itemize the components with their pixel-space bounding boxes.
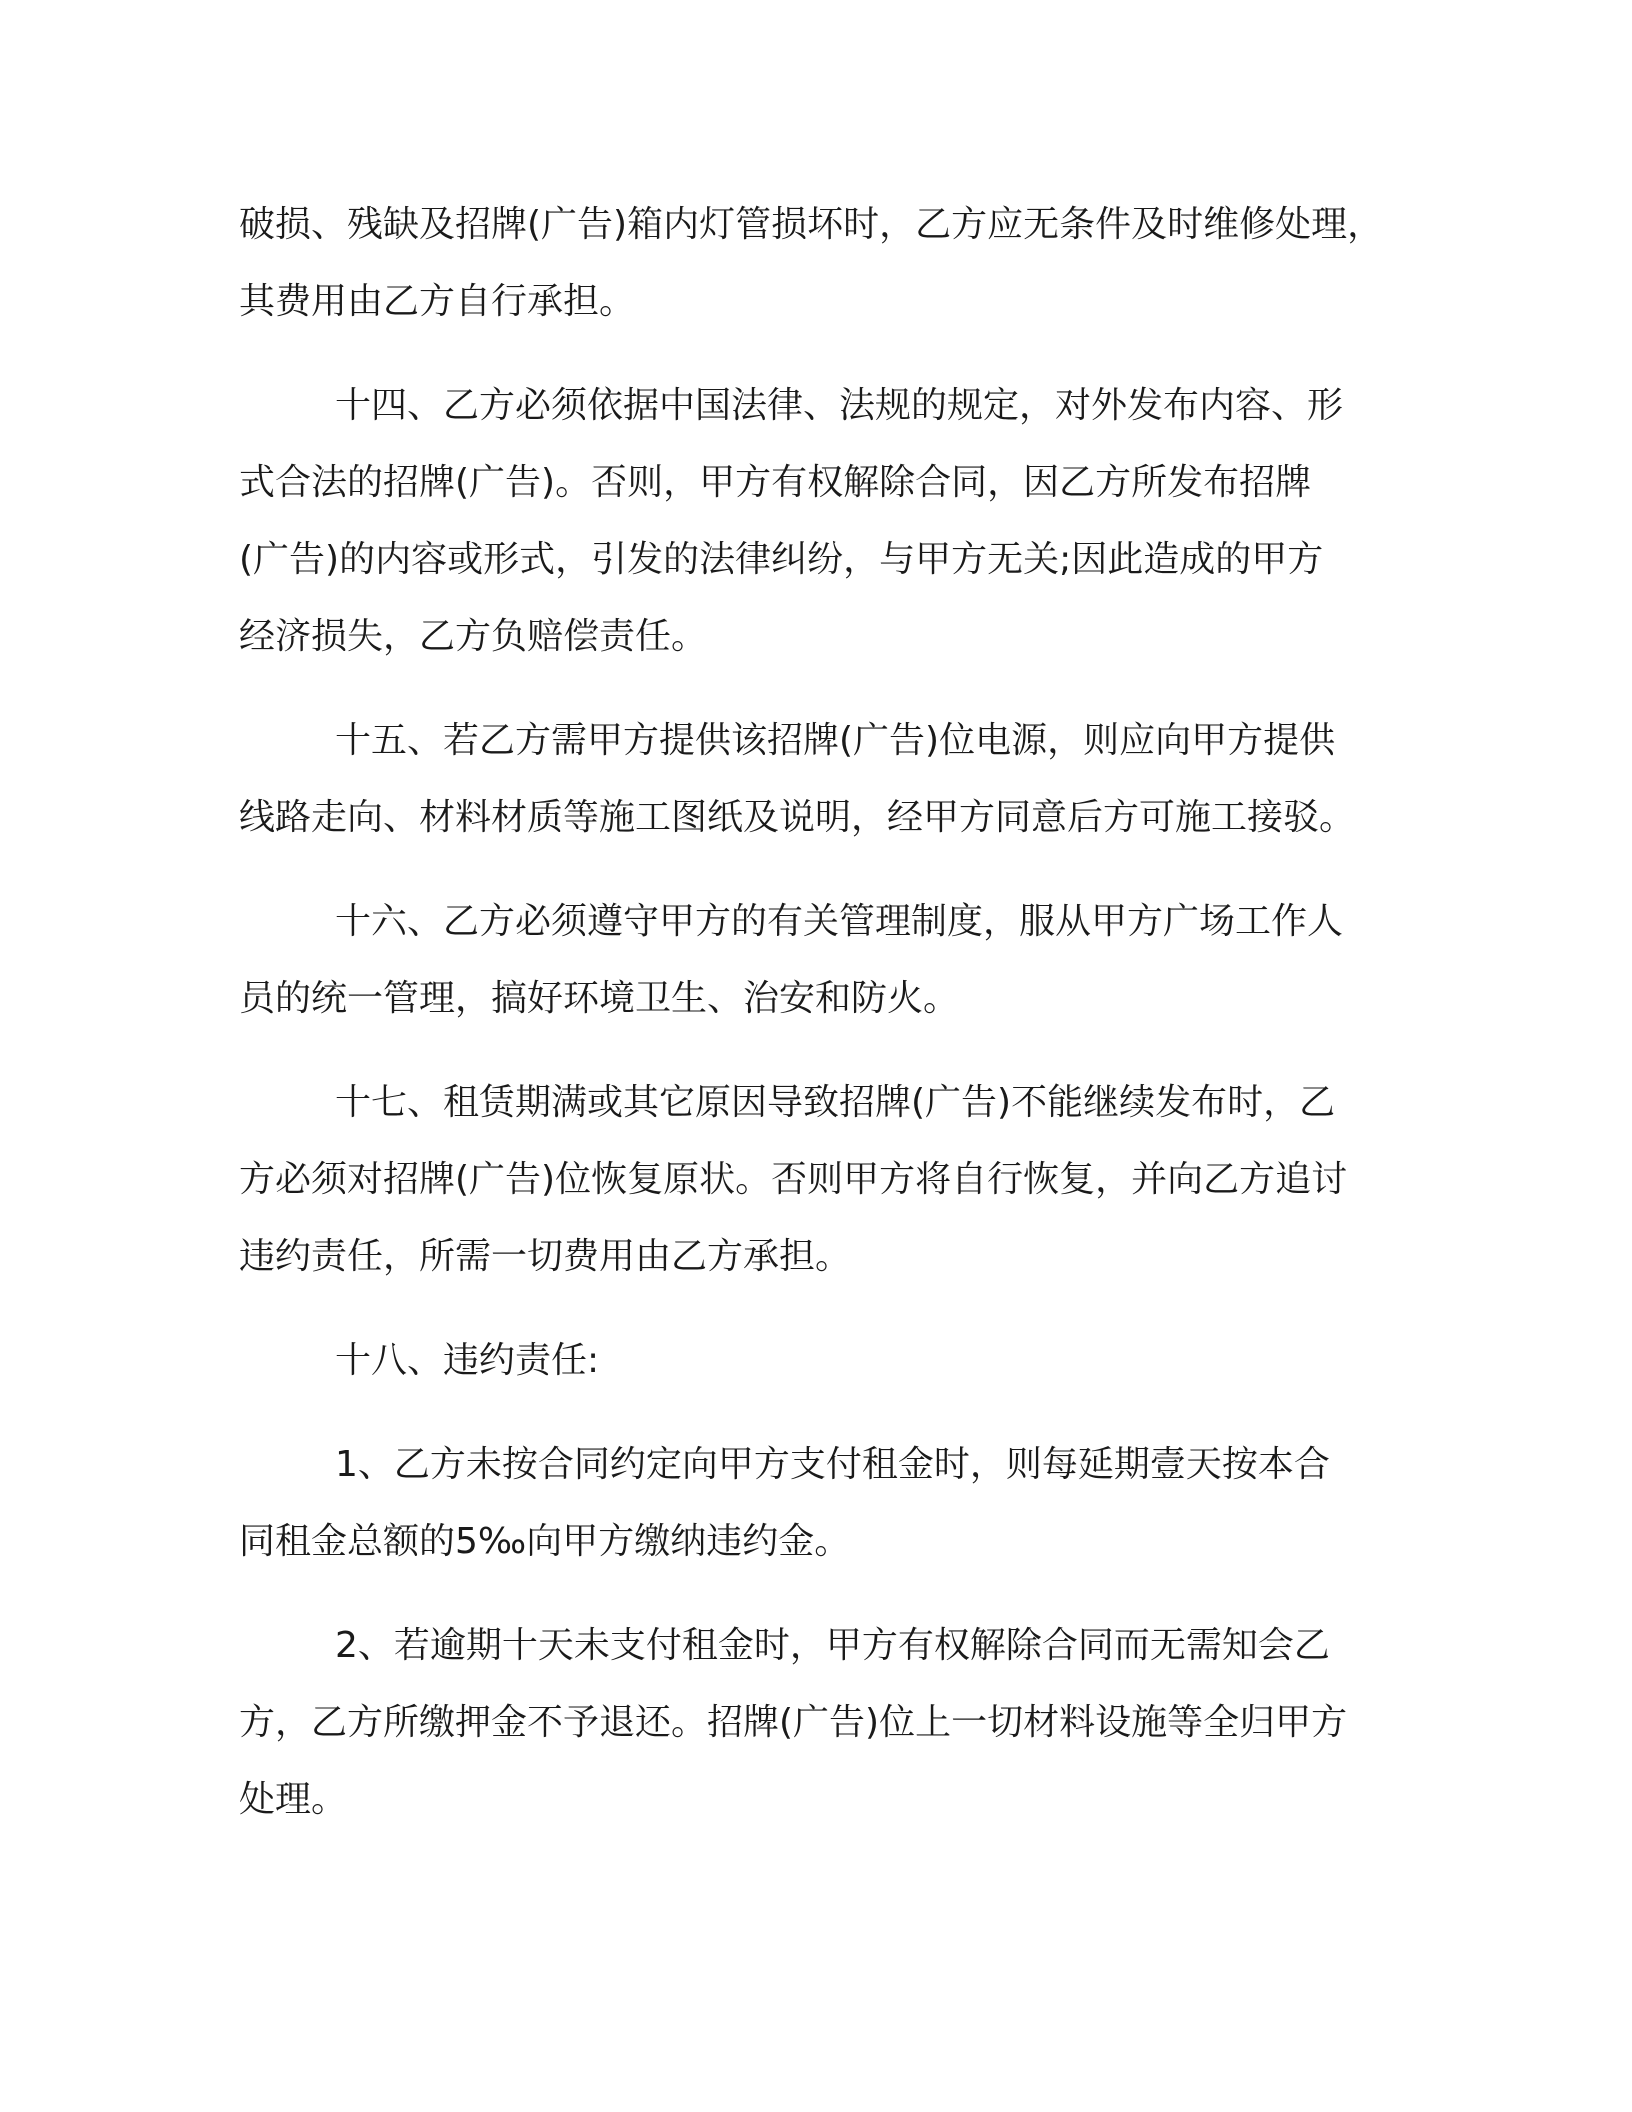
paragraph-line: (广告)的内容或形式，引发的法律纠纷，与甲方无关;因此造成的甲方 [239, 539, 1324, 580]
paragraph-line: 处理。 [239, 1779, 348, 1820]
document-body [239, 186, 1404, 1865]
paragraph-line: 违约责任，所需一切费用由乙方承担。 [239, 1236, 852, 1277]
paragraph-line: 经济损失，乙方负赔偿责任。 [239, 616, 708, 657]
paragraph-line: 十七、租赁期满或其它原因导致招牌(广告)不能继续发布时，乙 [335, 1082, 1336, 1123]
paragraph-18-heading [239, 1322, 1404, 1399]
paragraph-line: 十四、乙方必须依据中国法律、法规的规定，对外发布内容、形 [335, 385, 1344, 426]
paragraph-line: 线路走向、材料材质等施工图纸及说明，经甲方同意后方可施工接驳。 [239, 797, 1356, 838]
paragraph-line: 式合法的招牌(广告)。否则，甲方有权解除合同，因乙方所发布招牌 [239, 462, 1312, 503]
paragraph-15 [239, 702, 1404, 856]
paragraph-line: 员的统一管理，搞好环境卫生、治安和防火。 [239, 978, 960, 1019]
paragraph-line: 十八、违约责任: [335, 1340, 600, 1381]
paragraph-line: 方，乙方所缴押金不予退还。招牌(广告)位上一切材料设施等全归甲方 [239, 1702, 1348, 1743]
paragraph-line: 同租金总额的5‰向甲方缴纳违约金。 [239, 1521, 851, 1562]
paragraph-line: 1、乙方未按合同约定向甲方支付租金时，则每延期壹天按本合 [335, 1444, 1330, 1485]
paragraph-line: 破损、残缺及招牌(广告)箱内灯管损坏时，乙方应无条件及时维修处理， [239, 204, 1384, 245]
paragraph-line: 2、若逾期十天未支付租金时，甲方有权解除合同而无需知会乙 [335, 1625, 1330, 1666]
paragraph-18-item-2 [239, 1607, 1404, 1838]
paragraph-16 [239, 883, 1404, 1037]
paragraph-line: 十五、若乙方需甲方提供该招牌(广告)位电源，则应向甲方提供 [335, 720, 1336, 761]
paragraph-18-item-1 [239, 1426, 1404, 1580]
paragraph-17 [239, 1064, 1404, 1295]
paragraph-14 [239, 367, 1404, 675]
paragraph-line: 方必须对招牌(广告)位恢复原状。否则甲方将自行恢复，并向乙方追讨 [239, 1159, 1348, 1200]
paragraph-12-continued [239, 186, 1404, 340]
paragraph-line: 其费用由乙方自行承担。 [239, 281, 636, 322]
paragraph-line: 十六、乙方必须遵守甲方的有关管理制度，服从甲方广场工作人 [335, 901, 1344, 942]
